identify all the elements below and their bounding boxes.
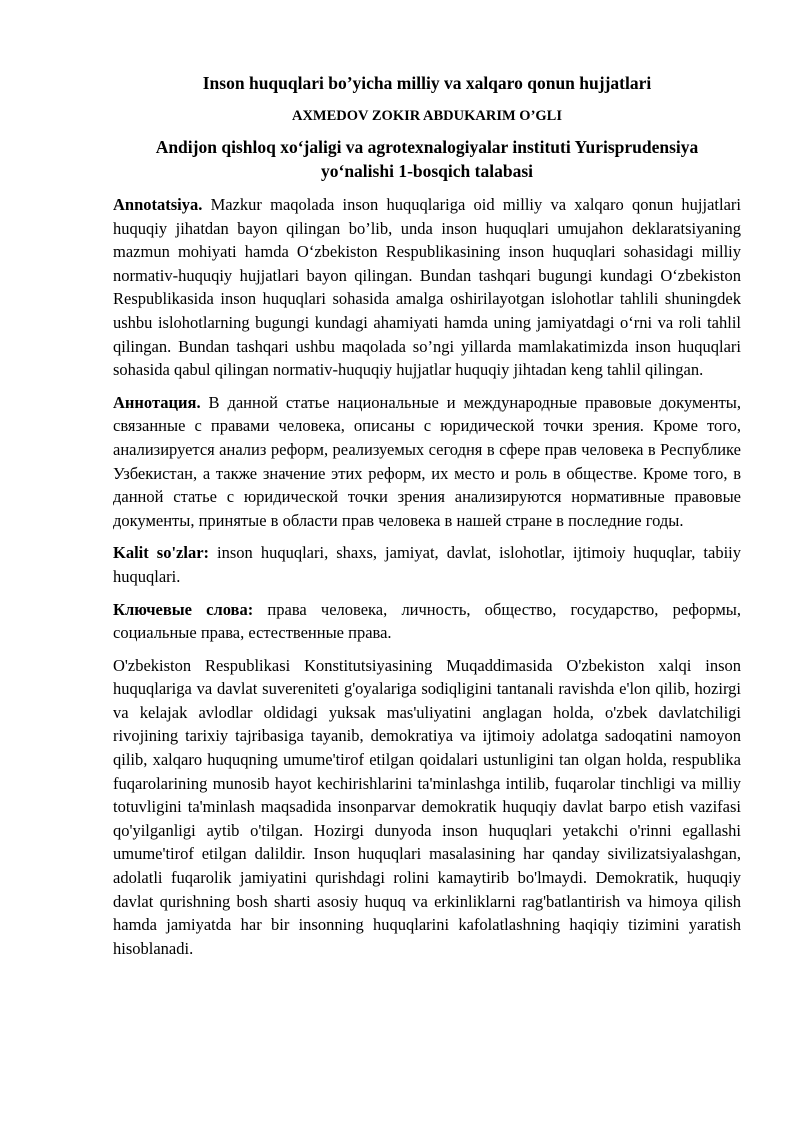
annotation-uzbek (113, 193, 741, 382)
annotation-uzbek-label: Annotatsiya. (113, 195, 203, 214)
annotation-russian-text: В данной статье национальные и международные правовые документы, связанные с правами человека, описаны с юридической точки зрения. Кроме того, анализируется анализ реформ, реализуемых сегодня в сфере прав человека в Республике Узбекистан, а также значение этих реформ, их место и роль в обществе. Кроме того, в данной статье с юридической точки зрения анализируются нормативные правовые документы, принятые в области прав человека в нашей стране в последние годы. (113, 392, 741, 530)
keywords-russian-text: права человека, личность, общество, государство, реформы, социальные права, естественные права. (113, 599, 741, 643)
author-affiliation (113, 136, 741, 183)
affiliation-line-1: Andijon qishloq xo‘jaligi va agrotexnalogiyalar instituti Yurisprudensiya (155, 137, 699, 157)
annotation-russian-label: Аннотация. (113, 392, 201, 412)
keywords-russian (113, 598, 741, 645)
keywords-uzbek-text: inson huquqlari, shaxs, jamiyat, davlat, islohotlar, ijtimoiy huquqlar, tabiiy huquqlari. (113, 543, 741, 586)
affiliation-line-2: yo‘nalishi 1-bosqich talabasi (321, 160, 533, 181)
body-paragraph: O'zbekiston Respublikasi Konstitutsiyasining Muqaddimasida O'zbekiston xalqi inson huquqlariga va davlat suvereniteti g'oyalariga sodiqligini tantanali ravishda e'lon qilib, hozirgi va kelajak avlodlar oldidagi yuksak mas'uliyatini anglagan holda, o'zbek davlatchiligi rivojining tarixiy tajribasiga tayanib, demokratiya va ijtimoiy adolatga sadoqatini namoyon qilib, xalqaro huquqning umume'tirof etilgan qoidalari ustunligini tan olgan holda, respublika fuqarolarining munosib hayot kechirishlarini ta'minlashga intilib, fuqarolar tinchligi va milliy totuvligini ta'minlash maqsadida insonparvar demokratik huquqiy davlat barpo etish vazifasi qo'yilganligi aytib o'tilgan. Hozirgi dunyoda inson huquqlari yetakchi o'rinni egallashi umume'tirof etilgan dalildir. Inson huquqlari masalasining har qanday sivilizatsiyalashgan, adolatli fuqarolik jamiyatini qurishdagi rolini kamaytirib bo'lmaydi. Demokratik, huquqiy davlat qurishning bosh sharti asosiy huquq va erkinliklarni rag'batlantirish va himoya qilish hamda jamiyatda har bir insonning huquqlarini kafolatlashning haqiqiy tizimini yaratish hisoblanadi. (113, 655, 741, 958)
keywords-uzbek (113, 541, 741, 588)
keywords-uzbek-label: Kalit so'zlar: (113, 543, 210, 563)
keywords-russian-label: Ключевые слова: (113, 599, 254, 619)
annotation-uzbek-text: Mazkur maqolada inson huquqlariga oid milliy va xalqaro qonun hujjatlari huquqiy jihatdan bayon qilingan bo’lib, unda inson huquqlari umujahon deklaratsiyaning mazmun mohiyati hamda O‘zbekiston Respublikasining inson huquqlari sohasidagi milliy normativ-huquqiy hujjatlari bayon qilingan. Bundan tashqari bugungi kundagi O‘zbekiston Respublikasida inson huquqlari sohasida amalga oshirilayotgan islohotlar tahlili shuningdek ushbu islohotlarning bugungi kundagi ahamiyati hamda uning jamiyatdagi o‘rni va roli tahlil qilingan. Bundan tashqari ushbu maqolada so’ngi yillarda mamlakatimizda inson huquqlari sohasida qabul qilingan normativ-huquqiy hujjatlar huquqiy jihtadan keng tahlil qilingan. (113, 195, 741, 380)
document-page (113, 72, 741, 969)
annotation-russian (113, 391, 741, 533)
paper-title: Inson huquqlari bo’yicha milliy va xalqaro qonun hujjatlari (202, 73, 652, 93)
author-name: AXMEDOV ZOKIR ABDUKARIM O’GLI (291, 108, 562, 124)
